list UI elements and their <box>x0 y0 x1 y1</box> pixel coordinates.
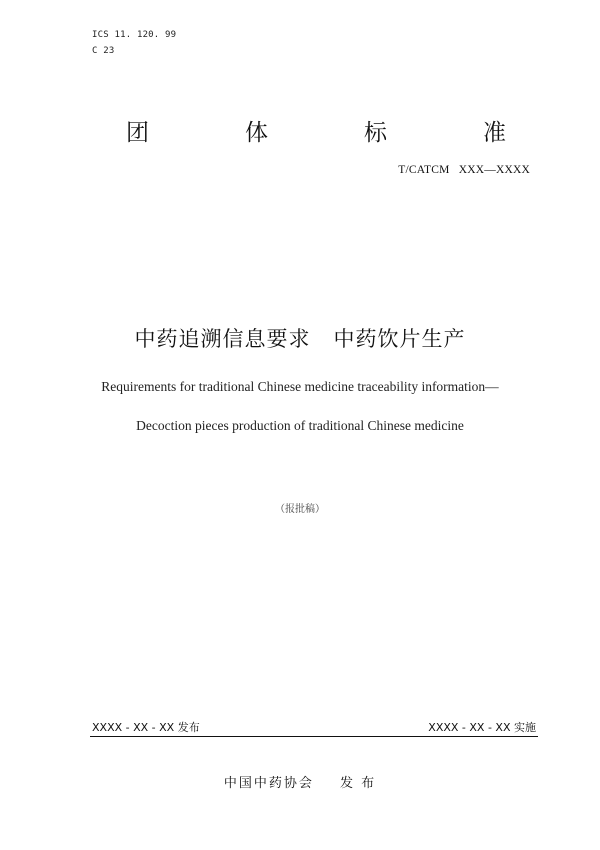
standard-type-char: 标 <box>364 120 387 146</box>
title-chinese: 中药追溯信息要求 中药饮片生产 <box>134 327 466 351</box>
publisher-org: 中国中药协会 <box>223 776 314 791</box>
title-english-line-1: Requirements for traditional Chinese medicine traceability information— <box>101 379 499 394</box>
standard-type-char: 团 <box>126 120 149 146</box>
standard-type-heading <box>126 114 506 147</box>
publish-date: XXXX - XX - XX 发布 <box>92 721 200 734</box>
standard-code: T/CATCM XXX—XXXX <box>398 164 530 176</box>
ics-code: ICS 11. 120. 99 <box>92 30 177 40</box>
implement-date: XXXX - XX - XX 实施 <box>428 721 536 734</box>
draft-status-label: （报批稿） <box>275 504 325 515</box>
standard-type-char: 准 <box>483 120 506 146</box>
footer-rule <box>90 736 538 737</box>
standard-type-char: 体 <box>245 120 268 146</box>
publisher-line <box>0 772 600 791</box>
publisher-action: 发 布 <box>339 776 377 791</box>
ccs-code: C 23 <box>92 46 115 56</box>
title-english-line-2: Decoction pieces production of traditional Chinese medicine <box>136 418 464 433</box>
